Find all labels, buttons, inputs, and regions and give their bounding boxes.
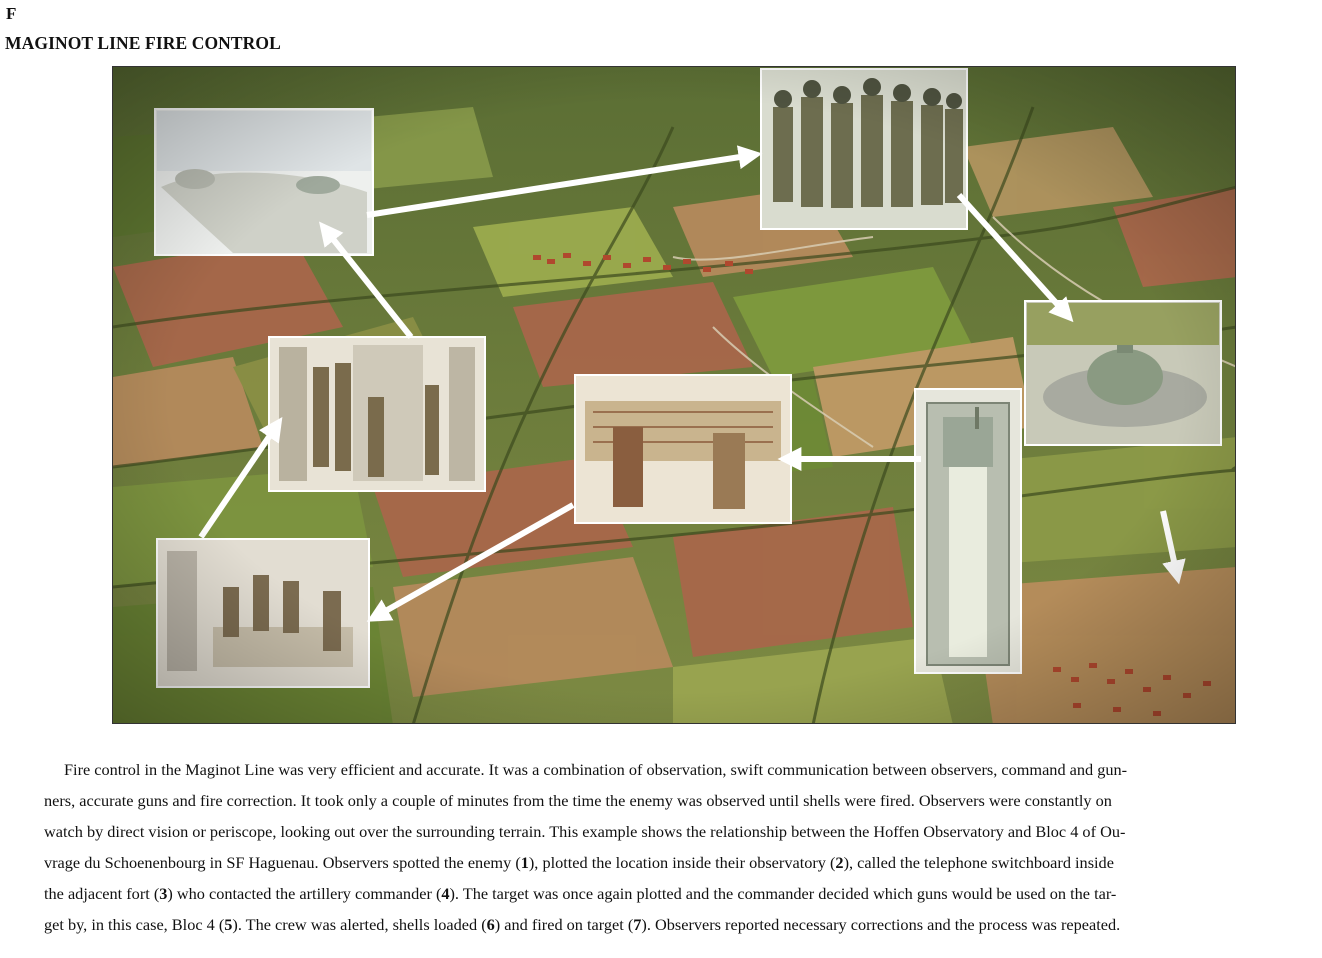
step-number: 6 xyxy=(486,915,495,934)
step-number: 7 xyxy=(633,915,642,934)
step-number: 5 xyxy=(224,915,233,934)
caption-line-3: watch by direct vision or periscope, looking out over the surrounding terrain. This example shows the relationship between the Hoffen Observatory and Bloc 4 of Ou- xyxy=(44,822,1126,841)
caption-line-4: vrage du Schoenenbourg in SF Haguenau. Observers spotted the enemy (1), plotted the location inside their observatory (2), called the telephone switchboard inside xyxy=(44,853,1114,872)
caption-line-5: the adjacent fort (3) who contacted the artillery commander (4). The target was once again plotted and the commander decided which guns would be used on the tar- xyxy=(44,884,1117,903)
step-number: 1 xyxy=(520,853,529,872)
caption-line-6: get by, in this case, Bloc 4 (5). The crew was alerted, shells loaded (6) and fired on target (7). Observers reported necessary corrections and the process was repeated. xyxy=(44,915,1121,934)
plate-title: MAGINOT LINE FIRE CONTROL xyxy=(5,33,281,53)
caption-line-1: Fire control in the Maginot Line was very efficient and accurate. It was a combination of observation, swift communication between observers, command and gun- xyxy=(64,760,1128,779)
caption-paragraph xyxy=(44,754,1293,940)
step-number: 2 xyxy=(835,853,844,872)
caption-line-2: ners, accurate guns and fire correction. It took only a couple of minutes from the time the enemy was observed until shells were fired. Observers were constantly on xyxy=(44,791,1112,810)
step-number: 4 xyxy=(441,884,450,903)
step-number: 3 xyxy=(159,884,168,903)
caption-text xyxy=(44,754,1293,940)
fire-control-illustration xyxy=(112,66,1236,724)
plate-letter: F xyxy=(6,4,17,23)
